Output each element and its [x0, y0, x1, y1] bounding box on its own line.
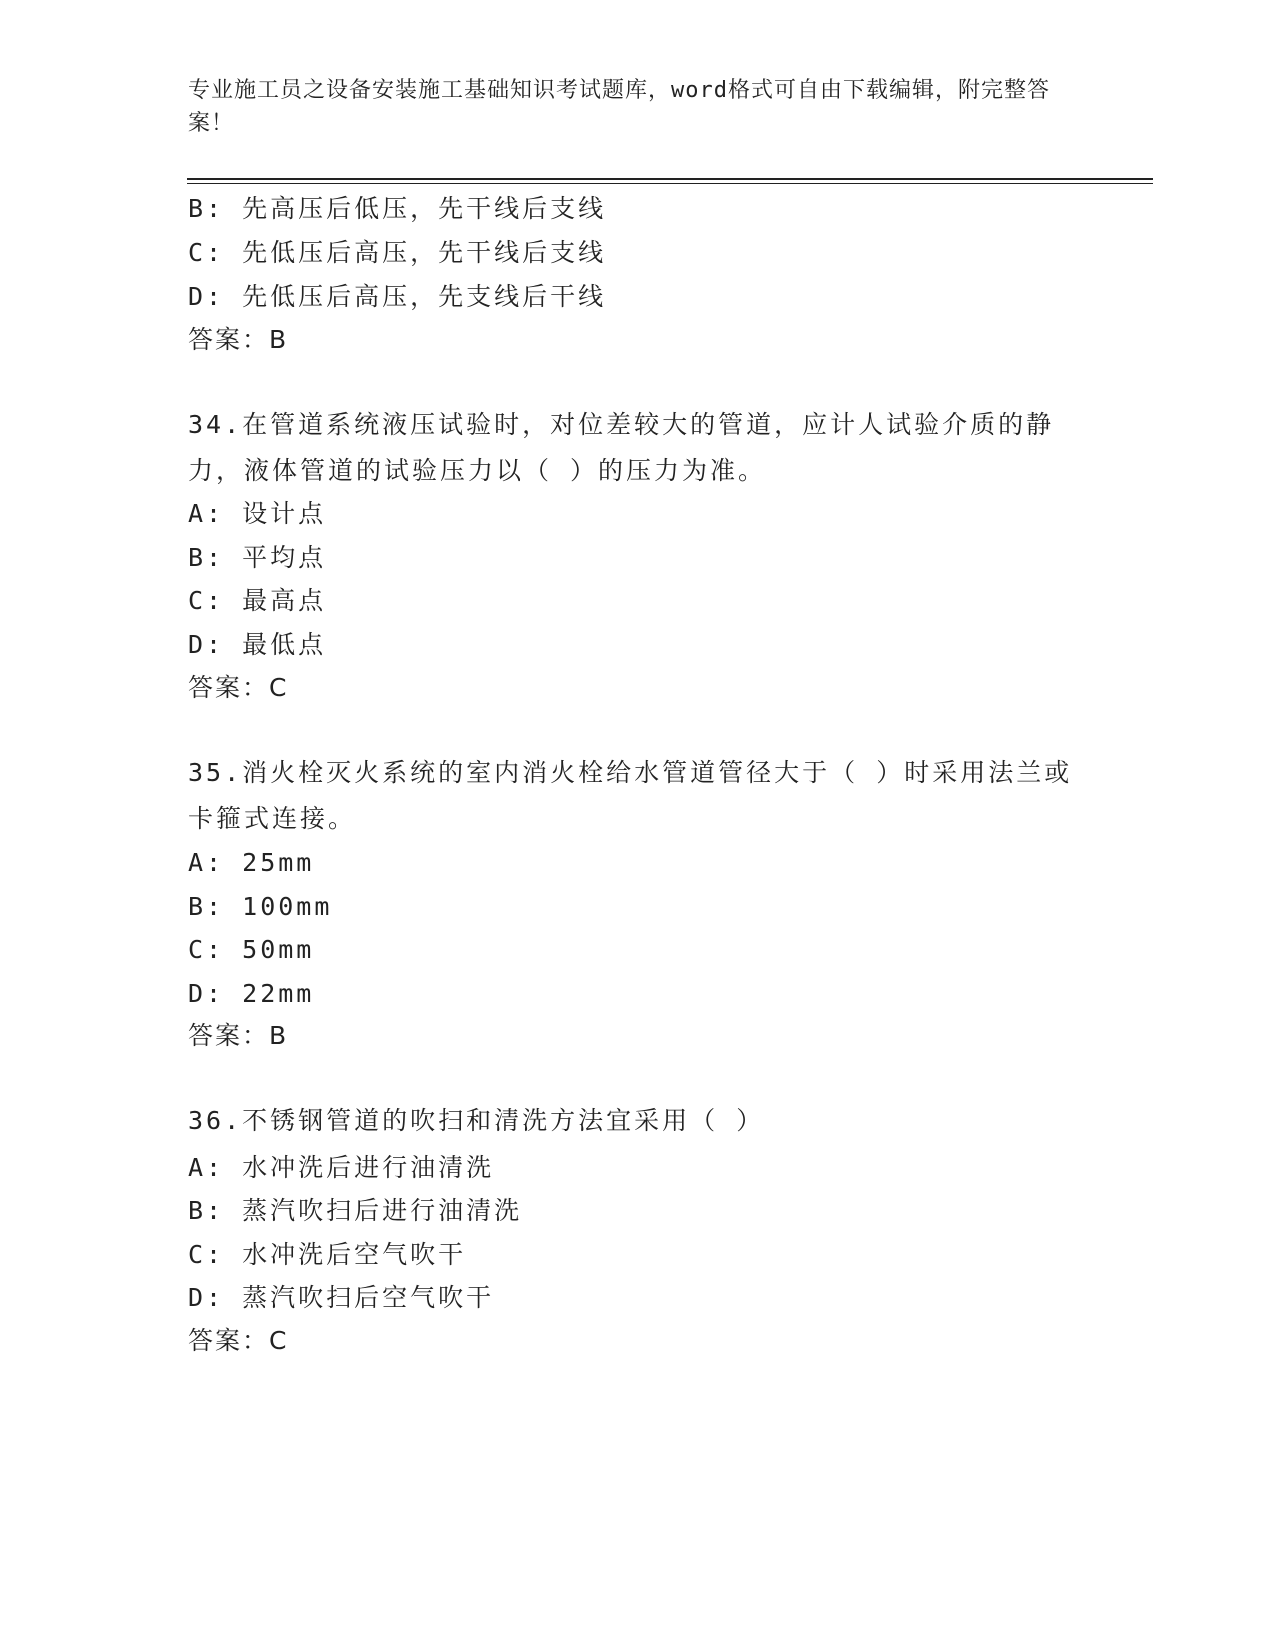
- q36-option-b: B: 蒸汽吹扫后进行油清洗: [188, 1196, 523, 1225]
- q34-question: 34.在管道系统液压试验时，对位差较大的管道，应计人试验介质的静力，液体管道的试验压力以（ ）的压力为准。: [188, 410, 1055, 485]
- q33-option-d: D: 先低压后高压，先支线后干线: [188, 282, 607, 311]
- q36-option-c: C: 水冲洗后空气吹干: [188, 1240, 467, 1269]
- q35-question: 35.消火栓灭火系统的室内消火栓给水管道管径大于（ ）时采用法兰或卡箍式连接。: [188, 758, 1073, 833]
- q35-answer: 答案：B: [188, 1021, 289, 1050]
- q35-option-d: D: 22mm: [188, 979, 315, 1008]
- document-header: 专业施工员之设备安装施工基础知识考试题库，word格式可自由下载编辑，附完整答案！: [188, 78, 1050, 136]
- q33-option-b: B: 先高压后低压，先干线后支线: [188, 194, 607, 223]
- q34-option-b: B: 平均点: [188, 543, 327, 572]
- q35-option-a: A: 25mm: [188, 848, 315, 877]
- q34-option-d: D: 最低点: [188, 630, 327, 659]
- q35-option-c: C: 50mm: [188, 935, 315, 964]
- q33-answer: 答案：B: [188, 325, 289, 354]
- header-divider-thin: [187, 183, 1153, 184]
- q36-answer: 答案：C: [188, 1326, 289, 1355]
- q34-option-a: A: 设计点: [188, 499, 327, 528]
- q33-option-c: C: 先低压后高压，先干线后支线: [188, 238, 607, 267]
- q36-option-a: A: 水冲洗后进行油清洗: [188, 1153, 495, 1182]
- header-divider-thick: [187, 178, 1153, 180]
- q35-option-b: B: 100mm: [188, 892, 333, 921]
- q34-answer: 答案：C: [188, 673, 289, 702]
- q36-option-d: D: 蒸汽吹扫后空气吹干: [188, 1283, 495, 1312]
- q36-question: 36.不锈钢管道的吹扫和清洗方法宜采用（ ）: [188, 1106, 765, 1135]
- q34-option-c: C: 最高点: [188, 586, 327, 615]
